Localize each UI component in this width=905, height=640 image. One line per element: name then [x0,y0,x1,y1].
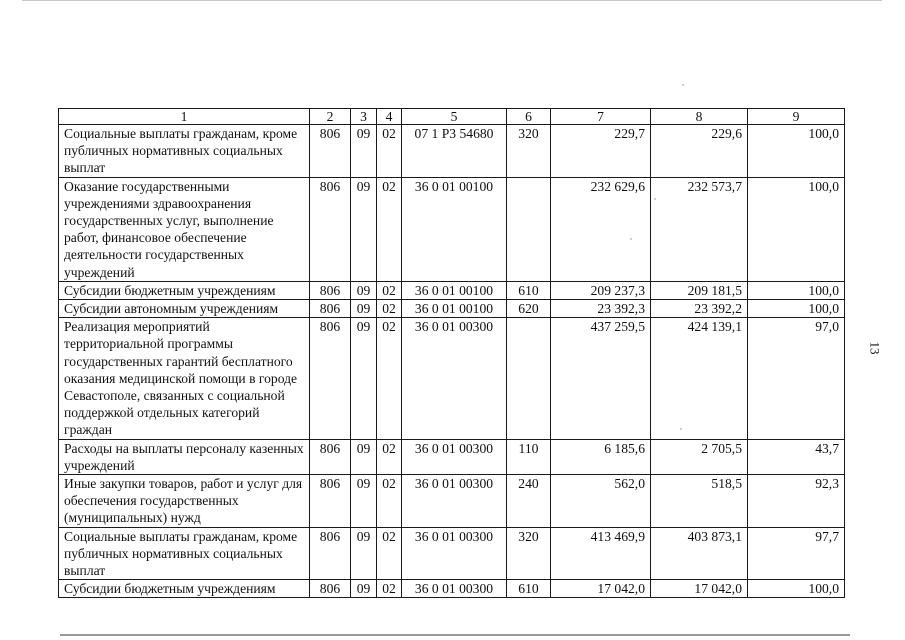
row-pr: 02 [377,439,402,474]
table-row [59,439,845,474]
row-plan: 23 392,3 [551,300,651,318]
table-row [59,527,845,580]
row-fact: 209 181,5 [651,281,748,299]
row-pr: 02 [377,527,402,580]
row-csr: 36 0 01 00100 [402,177,507,281]
row-csr: 07 1 Р3 54680 [402,125,507,178]
row-csr: 36 0 01 00100 [402,300,507,318]
row-vr: 110 [507,439,551,474]
row-rz: 09 [351,580,377,598]
row-pct: 43,7 [748,439,845,474]
table-row [59,300,845,318]
row-rz: 09 [351,439,377,474]
budget-table [58,108,845,598]
row-name: Расходы на выплаты персоналу казенных учреждений [59,439,310,474]
row-vr: 620 [507,300,551,318]
row-csr: 36 0 01 00300 [402,527,507,580]
row-grbs: 806 [310,125,351,178]
row-plan: 562,0 [551,475,651,528]
row-grbs: 806 [310,580,351,598]
row-pr: 02 [377,300,402,318]
row-name: Социальные выплаты гражданам, кроме публичных нормативных социальных выплат [59,125,310,178]
table-row [59,475,845,528]
row-fact: 424 139,1 [651,318,748,439]
row-name: Субсидии бюджетным учреждениям [59,580,310,598]
row-vr: 320 [507,125,551,178]
row-rz: 09 [351,475,377,528]
row-fact: 229,6 [651,125,748,178]
row-rz: 09 [351,318,377,439]
table-row [59,125,845,178]
row-name: Субсидии автономным учреждениям [59,300,310,318]
row-vr: 610 [507,580,551,598]
col-header-6: 6 [507,109,551,125]
row-grbs: 806 [310,475,351,528]
row-name: Оказание государственными учреждениями здравоохранения государственных услуг, выполнение работ, финансовое обеспечение деятельности государственных учреждений [59,177,310,281]
col-header-3: 3 [351,109,377,125]
row-plan: 232 629,6 [551,177,651,281]
row-plan: 229,7 [551,125,651,178]
row-rz: 09 [351,125,377,178]
row-pct: 100,0 [748,177,845,281]
row-pr: 02 [377,318,402,439]
row-grbs: 806 [310,281,351,299]
col-header-8: 8 [651,109,748,125]
row-vr [507,177,551,281]
row-csr: 36 0 01 00300 [402,475,507,528]
row-grbs: 806 [310,527,351,580]
row-vr: 320 [507,527,551,580]
row-grbs: 806 [310,300,351,318]
table-row [59,580,845,598]
row-pct: 97,7 [748,527,845,580]
row-rz: 09 [351,300,377,318]
row-fact: 232 573,7 [651,177,748,281]
col-header-5: 5 [402,109,507,125]
row-fact: 17 042,0 [651,580,748,598]
col-header-4: 4 [377,109,402,125]
row-plan: 6 185,6 [551,439,651,474]
page-number: 13 [867,341,883,355]
row-vr [507,318,551,439]
row-fact: 23 392,2 [651,300,748,318]
row-plan: 413 469,9 [551,527,651,580]
row-fact: 403 873,1 [651,527,748,580]
scan-speck [682,84,684,86]
row-pct: 100,0 [748,125,845,178]
row-name: Иные закупки товаров, работ и услуг для обеспечения государственных (муниципальных) нужд [59,475,310,528]
row-vr: 610 [507,281,551,299]
row-pr: 02 [377,125,402,178]
header-row [59,109,845,125]
row-csr: 36 0 01 00300 [402,580,507,598]
row-plan: 209 237,3 [551,281,651,299]
table-row [59,318,845,439]
row-fact: 2 705,5 [651,439,748,474]
row-grbs: 806 [310,177,351,281]
row-csr: 36 0 01 00300 [402,318,507,439]
row-plan: 17 042,0 [551,580,651,598]
row-rz: 09 [351,177,377,281]
row-vr: 240 [507,475,551,528]
row-rz: 09 [351,527,377,580]
table-row [59,177,845,281]
row-rz: 09 [351,281,377,299]
scan-bottom-edge [60,634,850,636]
row-pr: 02 [377,475,402,528]
col-header-7: 7 [551,109,651,125]
row-name: Реализация мероприятий территориальной программы государственных гарантий бесплатного оказания медицинской помощи в городе Севастополе, связанных с социальной поддержкой отдельных категорий граждан [59,318,310,439]
row-fact: 518,5 [651,475,748,528]
row-csr: 36 0 01 00100 [402,281,507,299]
row-grbs: 806 [310,318,351,439]
scan-top-edge [22,0,882,1]
table-row [59,281,845,299]
row-plan: 437 259,5 [551,318,651,439]
row-grbs: 806 [310,439,351,474]
row-pct: 100,0 [748,281,845,299]
row-pct: 97,0 [748,318,845,439]
row-csr: 36 0 01 00300 [402,439,507,474]
row-pct: 92,3 [748,475,845,528]
row-name: Социальные выплаты гражданам, кроме публичных нормативных социальных выплат [59,527,310,580]
row-pr: 02 [377,580,402,598]
col-header-1: 1 [59,109,310,125]
row-pct: 100,0 [748,300,845,318]
row-pct: 100,0 [748,580,845,598]
row-pr: 02 [377,177,402,281]
row-pr: 02 [377,281,402,299]
col-header-2: 2 [310,109,351,125]
row-name: Субсидии бюджетным учреждениям [59,281,310,299]
col-header-9: 9 [748,109,845,125]
